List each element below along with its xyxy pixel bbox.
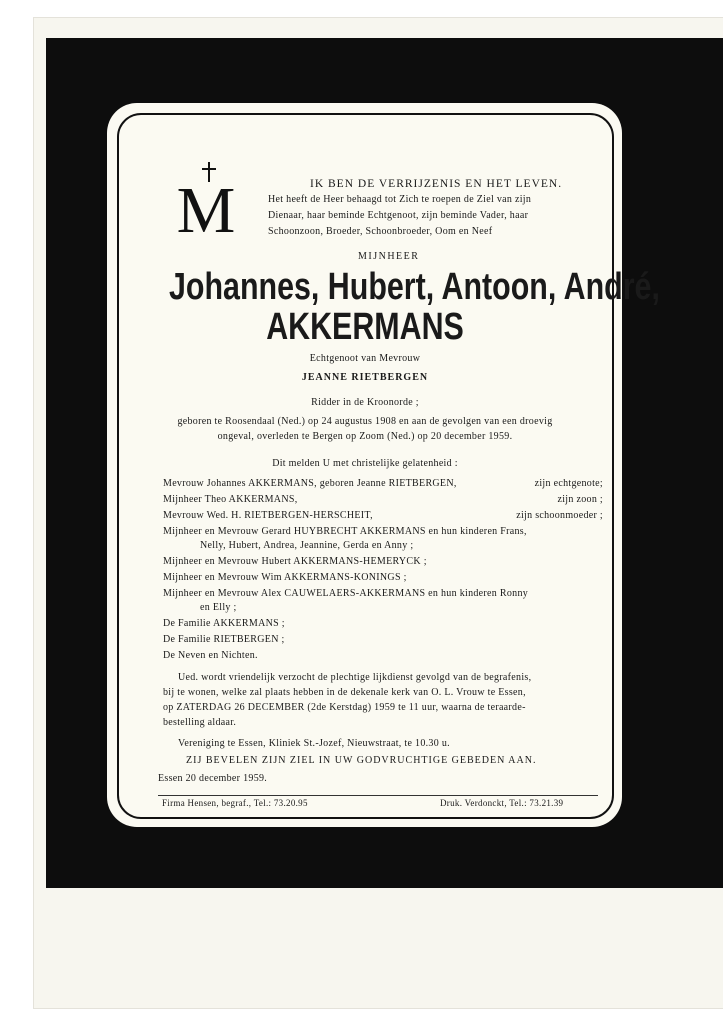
bio-line: ongeval, overleden te Bergen op Zoom (Ned.) op 20 december 1959. [217, 431, 513, 442]
intro-line: Schoonzoon, Broeder, Schoonbroeder, Oom en Neef [268, 226, 493, 237]
footer-rule [158, 795, 598, 796]
family-name: Mevrouw Wed. H. RIETBERGEN-HERSCHEIT, [163, 510, 373, 521]
family-relation: zijn zoon ; [557, 494, 603, 505]
family-row: De Familie AKKERMANS ; [163, 618, 285, 629]
family-row: Mijnheer en Mevrouw Hubert AKKERMANS-HEMERYCK ; [163, 556, 427, 567]
service-line: Ued. wordt vriendelijk verzocht de plechtige lijkdienst gevolgd van de begrafenis, [178, 672, 532, 683]
family-row [163, 478, 603, 489]
family-row [163, 510, 603, 521]
intro-line: Het heeft de Heer behaagd tot Zich te roepen de Ziel van zijn [268, 194, 532, 205]
spouse-name: JEANNE RIETBERGEN [301, 372, 429, 383]
deceased-given-names: Johannes, Hubert, Antoon, André, [169, 266, 660, 308]
family-row: Mijnheer en Mevrouw Wim AKKERMANS-KONINGS ; [163, 572, 407, 583]
gathering: Vereniging te Essen, Kliniek St.-Jozef, Nieuwstraat, te 10.30 u. [178, 738, 450, 749]
family-row: en Elly ; [200, 602, 237, 613]
family-name: Mevrouw Johannes AKKERMANS, geboren Jeanne RIETBERGEN, [163, 478, 457, 489]
announcement: Dit melden U met christelijke gelatenheid : [272, 458, 458, 469]
deceased-surname: AKKERMANS [266, 306, 464, 348]
place-date: Essen 20 december 1959. [158, 773, 268, 784]
family-row: Mijnheer en Mevrouw Alex CAUWELAERS-AKKERMANS en hun kinderen Ronny [163, 588, 529, 599]
footer-undertaker: Firma Hensen, begraf., Tel.: 73.20.95 [162, 798, 308, 808]
prayer: ZIJ BEVELEN ZIJN ZIEL IN UW GODVRUCHTIGE GEBEDEN AAN. [186, 755, 537, 766]
logo-letter: M [176, 174, 236, 240]
family-row [163, 494, 603, 505]
service-line: bij te wonen, welke zal plaats hebben in de dekenale kerk van O. L. Vrouw te Essen, [163, 687, 526, 698]
family-row: De Familie RIETBERGEN ; [163, 634, 285, 645]
marian-cross-logo-icon [171, 160, 241, 240]
service-line: bestelling aldaar. [163, 717, 237, 728]
family-relation: zijn schoonmoeder ; [516, 510, 603, 521]
intro-line: Dienaar, haar beminde Echtgenoot, zijn beminde Vader, haar [268, 210, 529, 221]
deceased-title: MIJNHEER [358, 251, 420, 262]
spouse-label: Echtgenoot van Mevrouw [309, 353, 421, 364]
family-row: De Neven en Nichten. [163, 650, 258, 661]
honor: Ridder in de Kroonorde ; [311, 397, 419, 408]
service-line: op ZATERDAG 26 DECEMBER (2de Kerstdag) 1959 te 11 uur, waarna de teraarde- [163, 702, 526, 713]
family-row: Nelly, Hubert, Andrea, Jeannine, Gerda en Anny ; [200, 540, 414, 551]
bio-line: geboren te Roosendaal (Ned.) op 24 augustus 1908 en aan de gevolgen van een droevig [177, 416, 553, 427]
motto: IK BEN DE VERRIJZENIS EN HET LEVEN. [310, 178, 563, 190]
family-name: Mijnheer Theo AKKERMANS, [163, 494, 298, 505]
family-relation: zijn echtgenote; [534, 478, 603, 489]
family-row: Mijnheer en Mevrouw Gerard HUYBRECHT AKKERMANS en hun kinderen Frans, [163, 526, 527, 537]
footer-printer: Druk. Verdonckt, Tel.: 73.21.39 [440, 798, 564, 808]
